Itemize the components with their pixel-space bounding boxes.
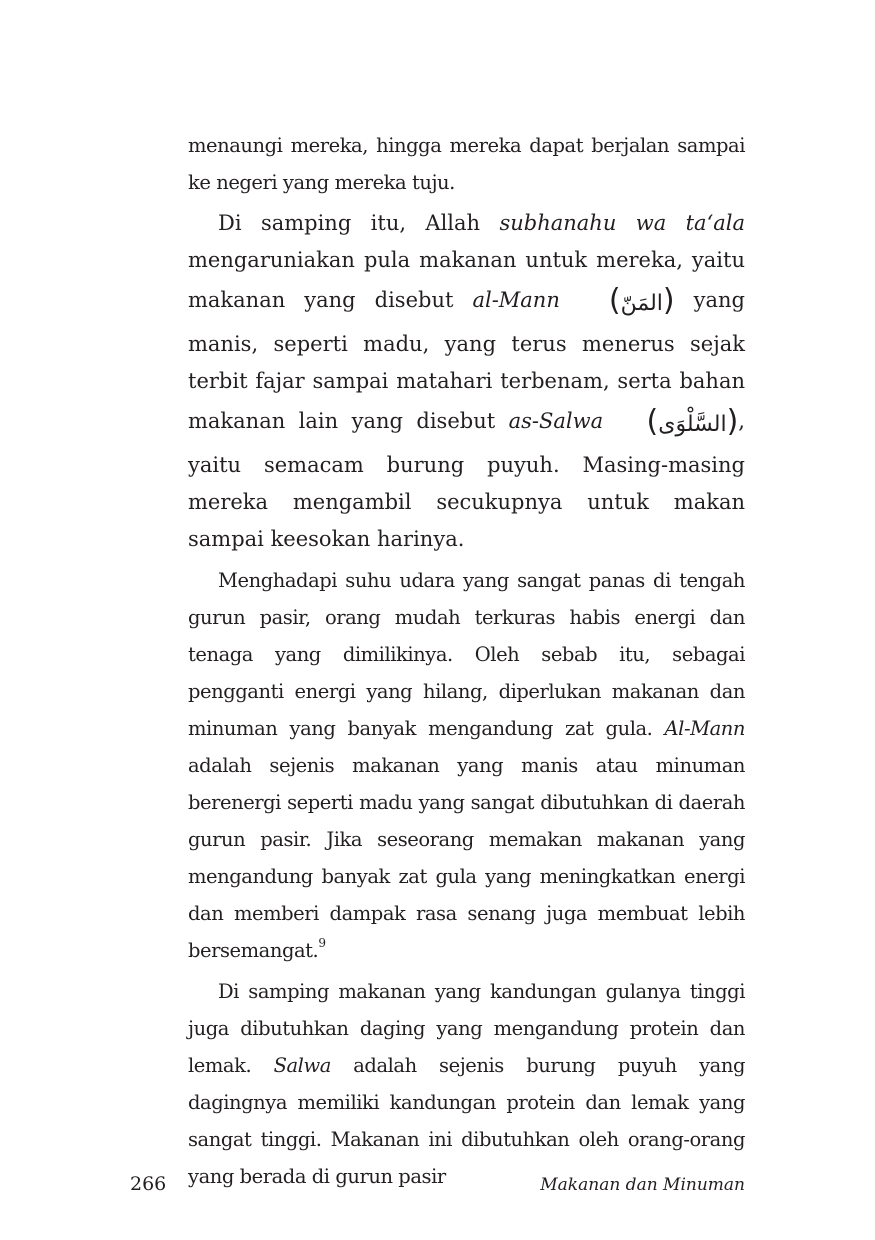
p2-text-c: mengaruniakan pula makanan untuk mereka, yaitu makanan yang disebut [188, 248, 745, 312]
arabic-al-mann: (المَنّ) [608, 283, 675, 318]
arabic-as-salwa-text: السَّلْوَى [658, 412, 727, 437]
paragraph-3 [188, 562, 745, 969]
p2-italic-as-salwa: as-Salwa [508, 409, 604, 433]
p2-italic-subhanahu: subhanahu wa ta‘ala [499, 211, 746, 235]
p2-text-a: Di samping itu, Allah [218, 211, 500, 235]
p3-text-c: adalah sejenis makanan yang manis atau minuman berenergi seperti madu yang sangat dibutuhkan di daerah gurun pasir. Jika seseorang memakan makanan yang mengandung banyak zat gula yang meningkatkan energi dan memberi dampak rasa senang juga membuat lebih bersemangat. [188, 754, 745, 962]
arabic-as-salwa: (السَّلْوَى) [646, 404, 739, 439]
p4-text-a: Di samping makanan yang kandungan gulanya tinggi juga dibutuhkan daging yang mengandung protein dan lemak. [188, 980, 745, 1077]
p3-text-a: Menghadapi suhu udara yang sangat panas di tengah gurun pasir, orang mudah terkuras habis energi dan tenaga yang dimilikinya. Oleh sebab itu, sebagai pengganti energi yang hilang, diperlukan makanan dan minuman yang banyak mengandung zat gula. [188, 569, 745, 740]
paragraph-4 [188, 973, 745, 1195]
page-footer [130, 1173, 745, 1195]
body-text [188, 127, 745, 1195]
paragraph-1 [188, 127, 745, 201]
p3-italic-al-mann: Al-Mann [664, 717, 745, 740]
arabic-al-mann-text: المَنّ [620, 291, 663, 316]
p2-text-g: , yaitu semacam burung puyuh. Masing-masing mereka mengambil secukupnya untuk makan sampai keesokan harinya. [188, 409, 745, 551]
page-number: 266 [130, 1173, 167, 1195]
paragraph-2 [188, 205, 745, 558]
paragraph-1-text: menaungi mereka, hingga mereka dapat berjalan sampai ke negeri yang mereka tuju. [188, 134, 745, 194]
p2-italic-al-mann: al-Mann [472, 288, 560, 312]
p4-italic-salwa: Salwa [273, 1054, 331, 1077]
running-head: Makanan dan Minuman [540, 1175, 745, 1195]
footnote-marker: 9 [318, 936, 326, 950]
p4-text-c: adalah sejenis burung puyuh yang dagingnya memiliki kandungan protein dan lemak yang sangat tinggi. Makanan ini dibutuhkan oleh orang-orang yang berada di gurun pasir [188, 1054, 745, 1188]
p2-text-e: yang manis, seperti madu, yang terus menerus sejak terbit fajar sampai matahari terbenam, serta bahan makanan lain yang disebut [188, 288, 745, 433]
